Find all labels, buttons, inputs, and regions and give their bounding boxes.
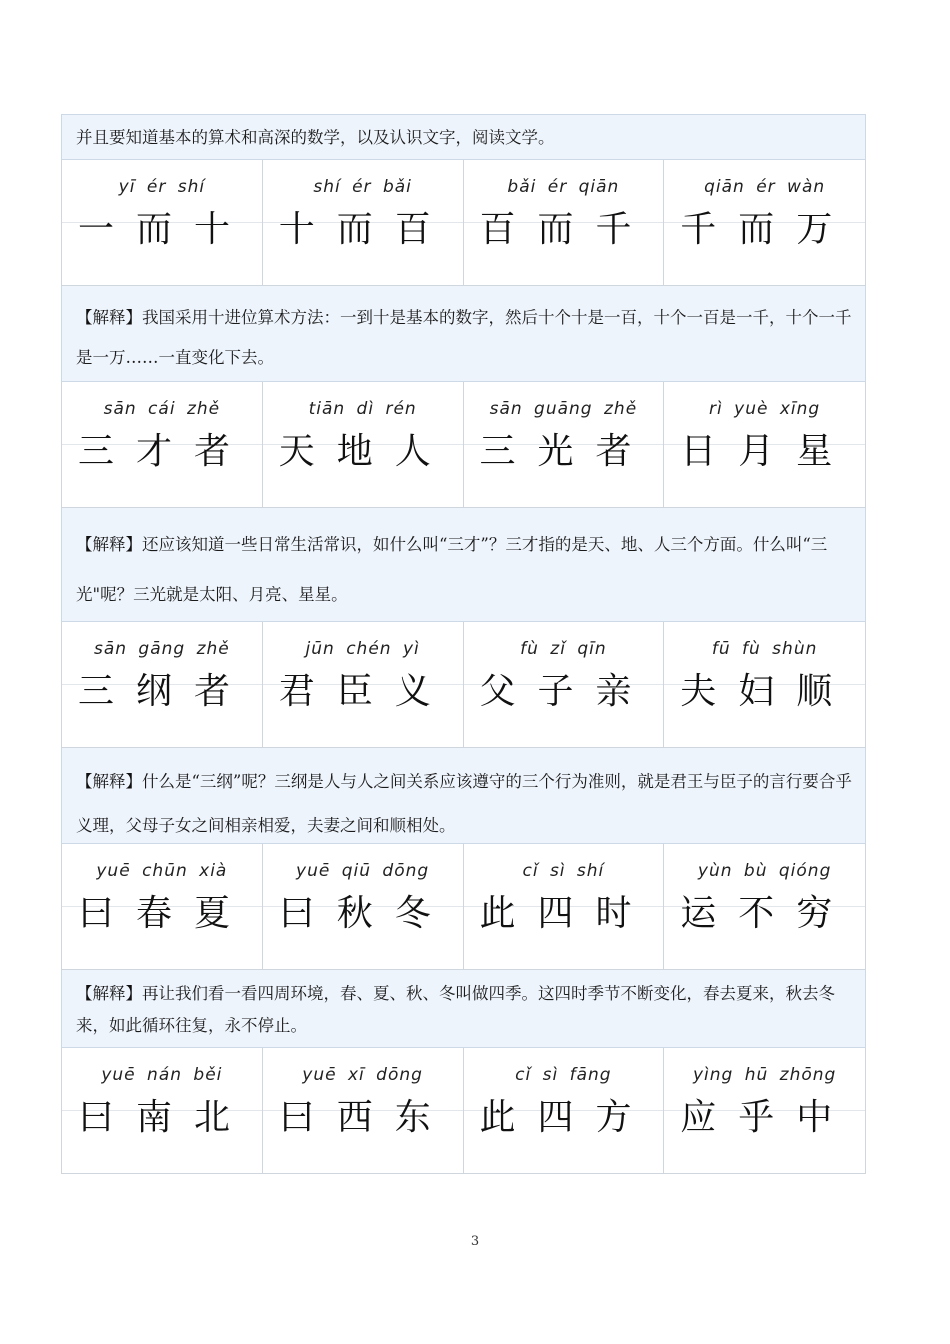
explanation-tag: 【解释】 xyxy=(76,772,142,791)
intro-line: 并且要知道基本的算术和高深的数学，以及认识文字，阅读文学。 xyxy=(61,114,866,160)
pinyin: sān guāng zhě xyxy=(464,382,664,445)
pinyin: sān gāng zhě xyxy=(62,622,262,685)
hanzi: 曰春夏 xyxy=(78,893,253,934)
verse-cell xyxy=(62,382,263,508)
hanzi: 应乎中 xyxy=(680,1097,855,1138)
pinyin: tiān dì rén xyxy=(263,382,463,445)
pinyin: yuē nán běi xyxy=(62,1048,262,1111)
verse-cell xyxy=(62,622,263,748)
verse-cell xyxy=(263,160,464,286)
pinyin: cǐ sì shí xyxy=(464,844,664,907)
pinyin: yuē chūn xià xyxy=(62,844,262,907)
verse-cell xyxy=(62,844,263,970)
verse-cell xyxy=(464,844,665,970)
hanzi: 三纲者 xyxy=(78,671,253,712)
verse-cell xyxy=(464,622,665,748)
explanation xyxy=(61,508,866,622)
verse-cell xyxy=(664,844,866,970)
pinyin: yuē xī dōng xyxy=(263,1048,463,1111)
pinyin: rì yuè xīng xyxy=(664,382,865,445)
verse-cell xyxy=(664,1048,866,1174)
explanation-text: 什么是“三纲”呢？三纲是人与人之间关系应该遵守的三个行为准则，就是君王与臣子的言行要合乎义理，父母子女之间相亲相爱，夫妻之间和顺相处。 xyxy=(76,772,852,835)
verse-cell xyxy=(664,382,866,508)
hanzi: 三光者 xyxy=(479,431,654,472)
hanzi: 曰南北 xyxy=(78,1097,253,1138)
explanation xyxy=(61,286,866,382)
hanzi: 百而千 xyxy=(479,209,654,250)
hanzi: 此四时 xyxy=(479,893,654,934)
hanzi: 父子亲 xyxy=(479,671,654,712)
explanation-tag: 【解释】 xyxy=(76,535,142,554)
explanation-text: 再让我们看一看四周环境，春、夏、秋、冬叫做四季。这四时季节不断变化，春去夏来，秋去冬来，如此循环往复，永不停止。 xyxy=(76,984,835,1035)
verse-cell xyxy=(664,622,866,748)
text-sheet xyxy=(61,114,866,1174)
pinyin: fū fù shùn xyxy=(664,622,865,685)
pinyin: yuē qiū dōng xyxy=(263,844,463,907)
hanzi: 夫妇顺 xyxy=(680,671,855,712)
hanzi: 此四方 xyxy=(479,1097,654,1138)
explanation-text: 我国采用十进位算术方法：一到十是基本的数字，然后十个十是一百，十个一百是一千，十个一千是一万……一直变化下去。 xyxy=(76,308,852,367)
verse-cell xyxy=(464,382,665,508)
pinyin: jūn chén yì xyxy=(263,622,463,685)
verse-cell xyxy=(464,1048,665,1174)
verse-row xyxy=(61,160,866,286)
explanation xyxy=(61,970,866,1048)
verse-cell xyxy=(664,160,866,286)
verse-row xyxy=(61,622,866,748)
pinyin: bǎi ér qiān xyxy=(464,160,664,223)
verse-row xyxy=(61,844,866,970)
pinyin: yī ér shí xyxy=(62,160,262,223)
hanzi: 一而十 xyxy=(78,209,253,250)
verse-cell xyxy=(263,622,464,748)
explanation-text: 还应该知道一些日常生活常识，如什么叫“三才”？三才指的是天、地、人三个方面。什么叫“三光"呢？三光就是太阳、月亮、星星。 xyxy=(76,535,828,604)
pinyin: fù zǐ qīn xyxy=(464,622,664,685)
explanation-tag: 【解释】 xyxy=(76,308,142,327)
hanzi: 君臣义 xyxy=(278,671,453,712)
pinyin: yùn bù qióng xyxy=(664,844,865,907)
hanzi: 三才者 xyxy=(78,431,253,472)
verse-row xyxy=(61,382,866,508)
pinyin: yìng hū zhōng xyxy=(664,1048,865,1111)
pinyin: cǐ sì fāng xyxy=(464,1048,664,1111)
verse-cell xyxy=(263,382,464,508)
hanzi: 曰秋冬 xyxy=(278,893,453,934)
hanzi: 运不穷 xyxy=(680,893,855,934)
pinyin: sān cái zhě xyxy=(62,382,262,445)
hanzi: 十而百 xyxy=(278,209,453,250)
verse-cell xyxy=(263,1048,464,1174)
pinyin: qiān ér wàn xyxy=(664,160,865,223)
explanation-tag: 【解释】 xyxy=(76,984,142,1003)
verse-row xyxy=(61,1048,866,1174)
page-number: 3 xyxy=(470,1234,480,1249)
verse-cell xyxy=(62,1048,263,1174)
hanzi: 日月星 xyxy=(680,431,855,472)
hanzi: 天地人 xyxy=(278,431,453,472)
verse-cell xyxy=(62,160,263,286)
hanzi: 千而万 xyxy=(680,209,855,250)
verse-cell xyxy=(464,160,665,286)
pinyin: shí ér bǎi xyxy=(263,160,463,223)
explanation xyxy=(61,748,866,844)
verse-cell xyxy=(263,844,464,970)
hanzi: 曰西东 xyxy=(278,1097,453,1138)
